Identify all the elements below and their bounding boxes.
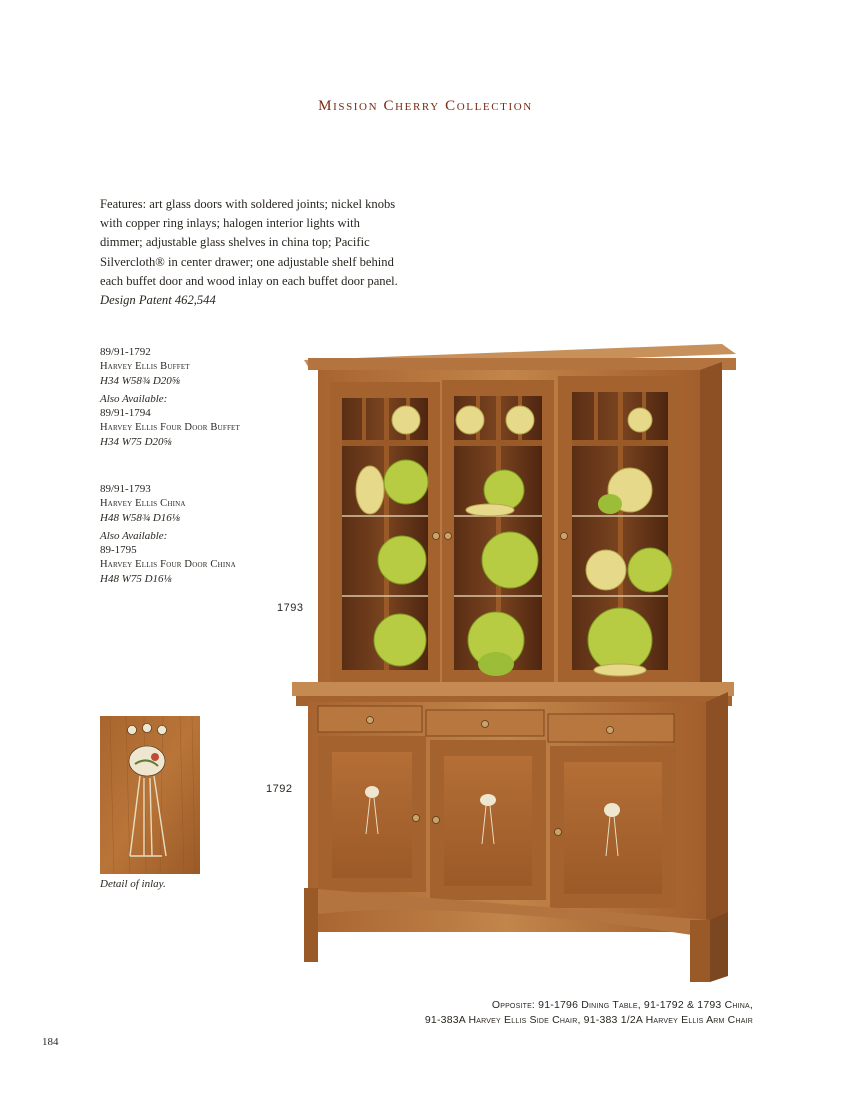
credit-line-1: Opposite: 91-1796 Dining Table, 91-1792 & 1793 China,	[491, 999, 753, 1011]
inlay-detail-image	[100, 716, 200, 874]
buffet-dims: H34 W58¾ D20⅝	[100, 375, 181, 387]
inlay-caption: Detail of inlay.	[100, 878, 166, 890]
china-alt-dims: H48 W75 D16⅛	[100, 573, 172, 585]
china-cabinet-image	[290, 340, 750, 990]
china-alt-name: Harvey Ellis Four Door China	[100, 558, 236, 570]
design-patent: Design Patent 462,544	[100, 293, 216, 308]
buffet-name: Harvey Ellis Buffet	[100, 360, 190, 372]
buffet-also-label: Also Available:	[100, 392, 168, 405]
china-name: Harvey Ellis China	[100, 497, 186, 509]
buffet-spec	[100, 345, 240, 450]
china-also-label: Also Available:	[100, 529, 168, 542]
features-block	[100, 195, 400, 310]
label-1792: 1792	[266, 783, 293, 795]
buffet-alt-name: Harvey Ellis Four Door Buffet	[100, 421, 240, 433]
page-number: 184	[42, 1036, 59, 1048]
collection-title: Mission Cherry Collection	[318, 98, 533, 114]
label-1793: 1793	[277, 602, 304, 614]
photo-credit	[333, 998, 753, 1028]
china-code: 89/91-1793	[100, 483, 151, 495]
buffet-code: 89/91-1792	[100, 346, 151, 358]
buffet-alt-code: 89/91-1794	[100, 407, 151, 419]
china-spec	[100, 482, 236, 587]
credit-line-2: 91-383A Harvey Ellis Side Chair, 91-383 1/2A Harvey Ellis Arm Chair	[424, 1014, 753, 1026]
china-alt-code: 89-1795	[100, 544, 137, 556]
features-text: Features: art glass doors with soldered joints; nickel knobs with copper ring inlays; halogen interior lights with dimmer; adjustable glass shelves in china top; Pacific Silvercloth® in center drawer; one adjustable shelf behind each buffet door and wood inlay on each buffet door panel.	[100, 197, 398, 288]
china-dims: H48 W58¾ D16⅛	[100, 512, 181, 524]
buffet-alt-dims: H34 W75 D20⅝	[100, 436, 172, 448]
